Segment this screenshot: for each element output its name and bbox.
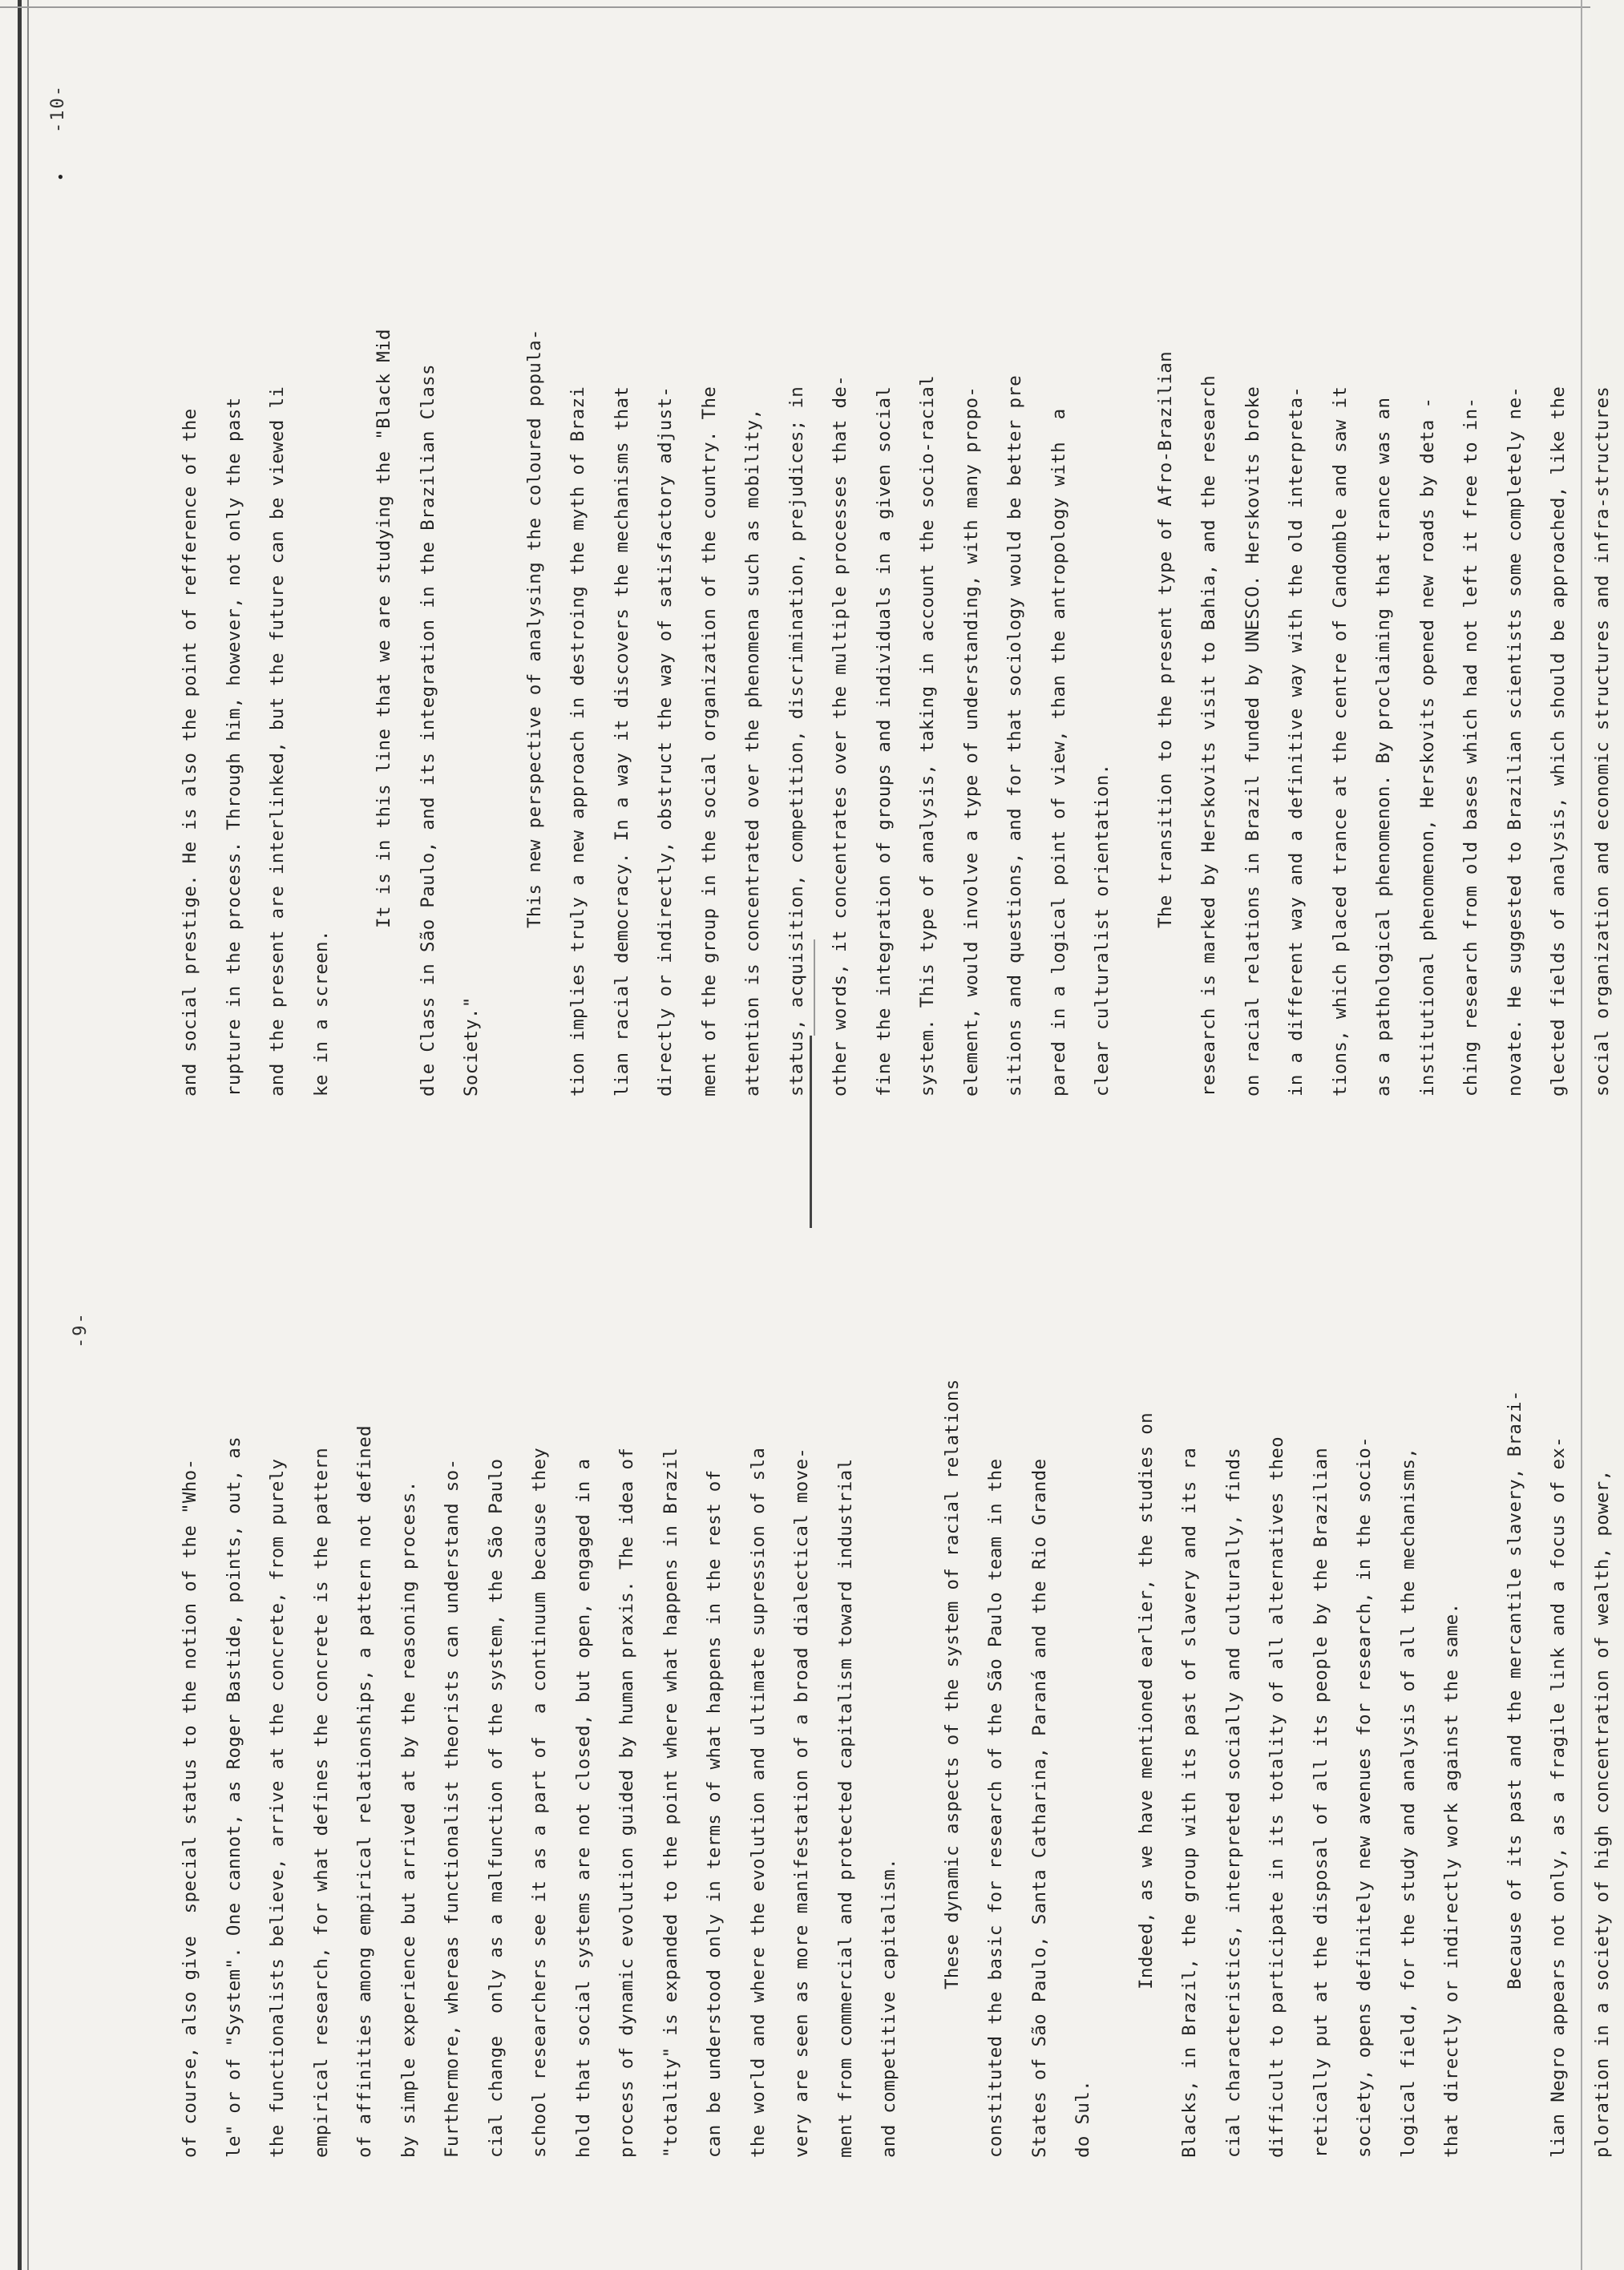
right_page-line: glected fields of analysis, which should be approached, like the: [1548, 386, 1569, 1097]
right_page-line: The transition to the present type of Afro-Brazilian: [1154, 351, 1176, 928]
left_page-line: society, opens definitely new avenues for research, in the socio-: [1354, 1436, 1375, 2158]
left_page-line: the functionalists believe, arrive at the concrete, from purely: [267, 1458, 288, 2158]
paragraph-gap: [343, 329, 362, 1097]
left_page-line: retically put at the disposal of all its people by the Brazilian: [1310, 1447, 1331, 2158]
left_page-line: States of São Paulo, Santa Catharina, Paraná and the Rio Grande: [1028, 1458, 1050, 2158]
left_page-line: Furthermore, whereas functionalist theorists can understand so-: [442, 1458, 463, 2158]
left_page-line: constituted the basic for research of the São Paulo team in the: [985, 1458, 1006, 2158]
right_page-line: This new perspective of analysing the coloured popula-: [523, 329, 545, 928]
left_page-line: of course, also give special status to the notion of the "Who-: [180, 1458, 200, 2158]
right_page-line: ment of the group in the social organization of the country. The: [698, 386, 720, 1097]
right_page-line: pared in a logical point of view, than the antropology with a: [1048, 408, 1069, 1097]
left_page-line: Because of its past and the mercantile slavery, Brazi-: [1504, 1390, 1525, 1989]
paragraph-gap: [911, 1379, 931, 2158]
right_page-line: tion implies truly a new approach in destroing the myth of Brazi: [568, 386, 588, 1097]
left_page-line: difficult to participate in its totality of all alternatives theo: [1266, 1436, 1287, 2158]
right_page-line: tions, which placed trance at the centre of Candomble and saw it: [1329, 386, 1351, 1097]
left_page-line: can be understood only in terms of what happens in the rest of: [704, 1469, 725, 2158]
left_page-line: the world and where the evolution and ultimate supression of sla: [747, 1447, 769, 2158]
right_page-line: dle Class in São Paulo, and its integration in the Brazilian Class: [417, 364, 438, 1097]
right_page-line: It is in this line that we are studying the "Black Mid: [374, 329, 394, 928]
left_page-line: and competitive capitalism.: [879, 1858, 899, 2158]
right_page-line: ke in a screen.: [310, 930, 332, 1097]
left_page-line: empirical research, for what defines the concrete is the pattern: [310, 1447, 332, 2158]
right_page-line: system. This type of analysis, taking in account the socio-racial: [917, 375, 938, 1097]
right_page-line: attention is concentrated over the phenomena such as mobility,: [742, 408, 763, 1097]
left_page-line: Indeed, as we have mentioned earlier, the studies on: [1135, 1412, 1157, 1989]
right_page-line: novate. He suggested to Brazilian scientists some completely ne-: [1504, 386, 1525, 1097]
right_page-line: research is marked by Herskovits visit to Bahia, and the research: [1198, 375, 1219, 1097]
right_page-line: sitions and questions, and for that sociology would be better pre: [1004, 375, 1025, 1097]
right_page-line: on racial relations in Brazil funded by UNESCO. Herskovits broke: [1242, 386, 1263, 1097]
right_page-line: lian racial democracy. In a way it discovers the mechanisms that: [611, 386, 632, 1097]
margin-mark: •: [53, 172, 70, 181]
left_page-line: Blacks, in Brazil, the group with its past of slavery and its ra: [1179, 1447, 1200, 2158]
left_page-line: logical field, for the study and analysis of all the mechanisms,: [1397, 1447, 1419, 2158]
right_page-line: element, would involve a type of understanding, with many propo-: [960, 386, 982, 1097]
right_page-line: and social prestige. He is also the point of refference of the: [180, 408, 200, 1097]
left_page-line: ment from commercial and protected capitalism toward industrial: [834, 1458, 856, 2158]
right_page-line: and the present are interlinked, but the future can be viewed li: [267, 386, 288, 1097]
page-9: [0, 1135, 1613, 2270]
left_page-line: hold that social systems are not closed, but open, engaged in a: [572, 1458, 594, 2158]
left_page-line: do Sul.: [1073, 2080, 1093, 2158]
page-10-text: [168, 329, 1624, 1097]
right_page-line: rupture in the process. Through him, however, not only the past: [223, 397, 244, 1097]
paragraph-gap: [1105, 1379, 1125, 2158]
page-10: [0, 0, 1613, 1135]
left_page-line: "totality" is expanded to the point where what happens in Brazil: [660, 1447, 681, 2158]
right_page-line: clear culturalist orientation.: [1092, 763, 1113, 1097]
paragraph-gap: [1125, 329, 1144, 1097]
page-9-text: [168, 1379, 1624, 2158]
paragraph-gap: [494, 329, 513, 1097]
paragraph-gap: [1474, 1379, 1493, 2158]
left_page-line: by simple experience but arrived at by the reasoning process.: [398, 1480, 419, 2158]
right_page-line: directly or indirectly, obstruct the way of satisfactory adjust-: [655, 386, 676, 1097]
right_page-line: fine the integration of groups and individuals in a given social: [873, 386, 895, 1097]
left_page-line: school researchers see it as a part of a continuum because they: [529, 1447, 550, 2158]
left_page-line: lian Negro appears not only, as a fragile link and a focus of ex-: [1548, 1436, 1569, 2158]
right_page-line: other words, it concentrates over the multiple processes that de-: [830, 375, 850, 1097]
left_page-line: These dynamic aspects of the system of racial relations: [941, 1379, 963, 1989]
left_page-line: le" or of "System". One cannot, as Roger Bastide, points, out, as: [223, 1436, 244, 2158]
right_page-line: status, acquisition, competition, discrimination, prejudices; in: [786, 386, 807, 1097]
left_page-line: cial characteristics, interpreted socially and culturally, finds: [1222, 1447, 1244, 2158]
left_page-line: ploration in a society of high concentration of wealth, power,: [1591, 1469, 1613, 2158]
left_page-line: that directly or indirectly work against the same.: [1441, 1602, 1462, 2158]
right_page-line: institutional phenomenon, Herskovits opened new roads by deta -: [1416, 397, 1438, 1097]
left_page-line: very are seen as more manifestation of a broad dialectical move-: [791, 1447, 812, 2158]
page-number-10: -10-: [48, 84, 68, 133]
right_page-line: ching research from old bases which had not left it free to in-: [1460, 397, 1481, 1097]
right_page-line: in a different way and a definitive way with the old interpreta-: [1286, 386, 1307, 1097]
page-number-9: -9-: [71, 1311, 91, 1348]
left_page-line: process of dynamic evolution guided by human praxis. The idea of: [616, 1447, 637, 2158]
right_page-line: Society.": [461, 996, 482, 1097]
right_page-line: social organization and economic structures and infra-structures: [1591, 386, 1613, 1097]
left_page-line: cial change only as a malfunction of the system, the São Paulo: [485, 1458, 507, 2158]
right_page-line: as a pathological phenomenon. By proclaiming that trance was an: [1373, 397, 1394, 1097]
left_page-line: of affinities among empirical relationships, a pattern not defined: [354, 1425, 375, 2158]
